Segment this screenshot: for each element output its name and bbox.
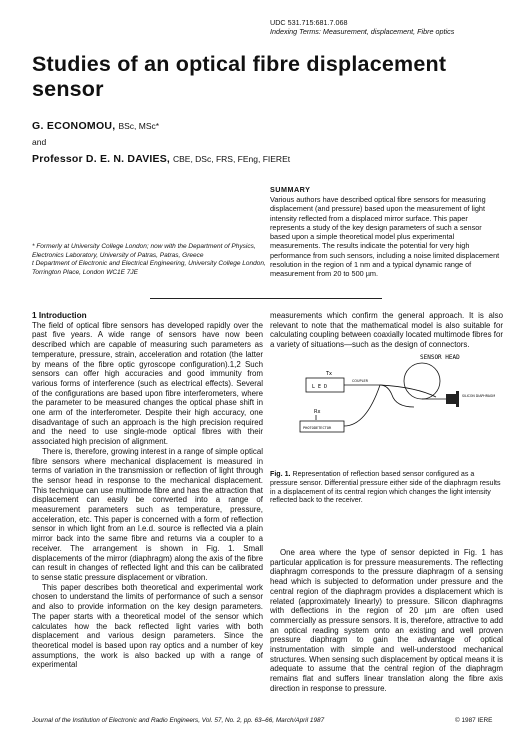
author-2-name: Professor D. E. N. DAVIES, (32, 153, 171, 165)
fig-label-coupler: COUPLER (352, 379, 368, 383)
summary-heading: SUMMARY (270, 185, 311, 194)
author-2-credentials: CBE, DSc, FRS, FEng, FIEREt (172, 154, 291, 164)
paragraph: The field of optical fibre sensors has developed rapidly over the past five years. A wide range of sensors have now been described which are capable of measuring such parameters as temperature, pressure, strain, acceleration and rotation (the latter by means of the fibre optic gyroscope configuration).1,2 Such sensors can offer high accuracies and good immunity from various forms of interference (such as electrical effects). Several of the configurations are based upon fibre interferometers, where the parameter to be measured changes the optical phase shift in one arm of the interferometer. Despite their high accuracy, one disadvantage of such an approach is the high precision required and the need to use single-mode optical fibres with their associated high precision of alignment. (32, 320, 263, 447)
fig-label-diaphragm: SILICON DIAPHRAGM (462, 394, 496, 398)
journal-citation: Journal of the Institution of Electronic and Radio Engineers, Vol. 57, No. 2, pp. 63–66, March/April 1987 (32, 717, 325, 724)
author-1-name: G. ECONOMOU, (32, 120, 116, 132)
fig-label-sensor-head: SENSOR HEAD (420, 354, 460, 361)
fig-label-tx: Tx (326, 371, 333, 377)
fig-label-rx: Rx (314, 409, 321, 415)
left-column (32, 311, 263, 670)
udc-block (270, 18, 454, 36)
footnote-1: * Formerly at University College London; now with the Department of Physics, Electronics Laboratory, University of Patras, Patras, Greece (32, 243, 256, 259)
fig-label-photodetector: PHOTODETECTOR (303, 426, 332, 430)
right-column-bottom (270, 548, 503, 694)
section-heading-introduction: 1 Introduction (32, 311, 87, 320)
paper-title: Studies of an optical fibre displacement sensor (32, 52, 447, 101)
fibre-line (380, 385, 436, 397)
copyright: © 1987 IERE (455, 717, 493, 724)
indexing-terms: Indexing Terms: Measurement, displacement, Fibre optics (270, 27, 455, 36)
paragraph: There is, therefore, growing interest in a range of simple optical fibre sensors where mechanical displacement is measured in terms of variation in the transmission or reflection of light through the sensor head in response to the mechanical displacement. This technique can use multimode fibre and has the attraction that displacement can easily be converted into a range of measurement parameters such as temperature, pressure, acceleration, etc. This paper is concerned with a form of reflection sensor in which light from an l.e.d. source is reflected via a plain mirror back into the same fibre and returns via a coupler to a receiver. The arrangement is shown in Fig. 1. Small displacements of the mirror (diaphragm) along the axis of the fibre can result in changes of reflected light and this can be calibrated to sense static pressure displacement or vibration. (32, 446, 263, 582)
fibre-loop (404, 363, 440, 399)
paragraph: This paper describes both theoretical and experimental work chosen to understand the limits of performance of such a sensor and also to provide information on the key design parameters. The paper starts with a theoretical model of the sensor which calculates how the back reflected light varies with both displacement and various design parameters. Since the theoretical model is based upon ray optics and a number of key assumptions, the work is also backed up with a range of experimental (32, 582, 263, 670)
section-divider (150, 298, 382, 299)
author-1-credentials: BSc, MSc* (118, 121, 160, 131)
fig-label-led: L E D (312, 384, 328, 390)
paragraph: measurements which confirm the general approach. It is also relevant to note that the mathematical model is also suitable for calculating coupling between coaxially located multimode fibres for a variety of situations—such as the design of connectors. (270, 311, 503, 350)
udc-code: UDC 531.715:681.7.068 (270, 18, 348, 27)
author-2 (32, 153, 290, 165)
paragraph: One area where the type of sensor depicted in Fig. 1 has particular application is for pressure measurements. The reflecting diaphragm corresponds to the pressure diaphragm of a sensing head which is subjected to deformation under pressure and the central region of the diaphragm provides a displacement which is related (approximately linearly) to pressure. Silicon diaphragms with deflections in the region of 20 µm are often used commercially as pressure sensors. It is, therefore, attractive to add an optical reading system onto an existing and well proven pressure diaphragm to gain the advantage of optical instrumentation with simple and well-understood mechanical structures. When sensing such displacement by optical means it is adequate to assume that the central region of the diaphragm remains flat and suffers linear translation along the fibre axis direction in response to pressure. (270, 548, 503, 693)
author-1 (32, 120, 159, 132)
sensor-head-body (446, 394, 456, 404)
diaphragm (456, 391, 459, 407)
caption-label: Fig. 1. (270, 470, 291, 478)
figure-1-diagram (296, 345, 496, 455)
summary-text: Various authors have described optical fibre sensors for measuring displacement (and pressure) based upon the measurement of light intensity reflected from a displaced mirror surface. This paper represents a study of the key design parameters of such a sensor based upon a simple theoretical model plus experimental measurements. The results indicate the potential for very high performance from such sensors, including a noise limited displacement resolution in the region of 1 nm and a typical dynamic range of measurement from 20 to 500 µm. (270, 195, 500, 279)
right-column-top (270, 311, 503, 350)
caption-text: Representation of reflection based sensor configured as a pressure sensor. Differential pressure either side of the diaphragm results in a displacement of its central region which changes the light intensity reflected back to the receiver. (270, 470, 501, 505)
footnote-2: t Department of Electronic and Electrical Engineering, University College London, Torrington Place, London WC1E 7JE (32, 260, 266, 276)
figure-1-caption (270, 470, 503, 505)
fibre-line (344, 385, 380, 426)
author-and: and (32, 137, 47, 147)
footnotes (32, 243, 267, 277)
